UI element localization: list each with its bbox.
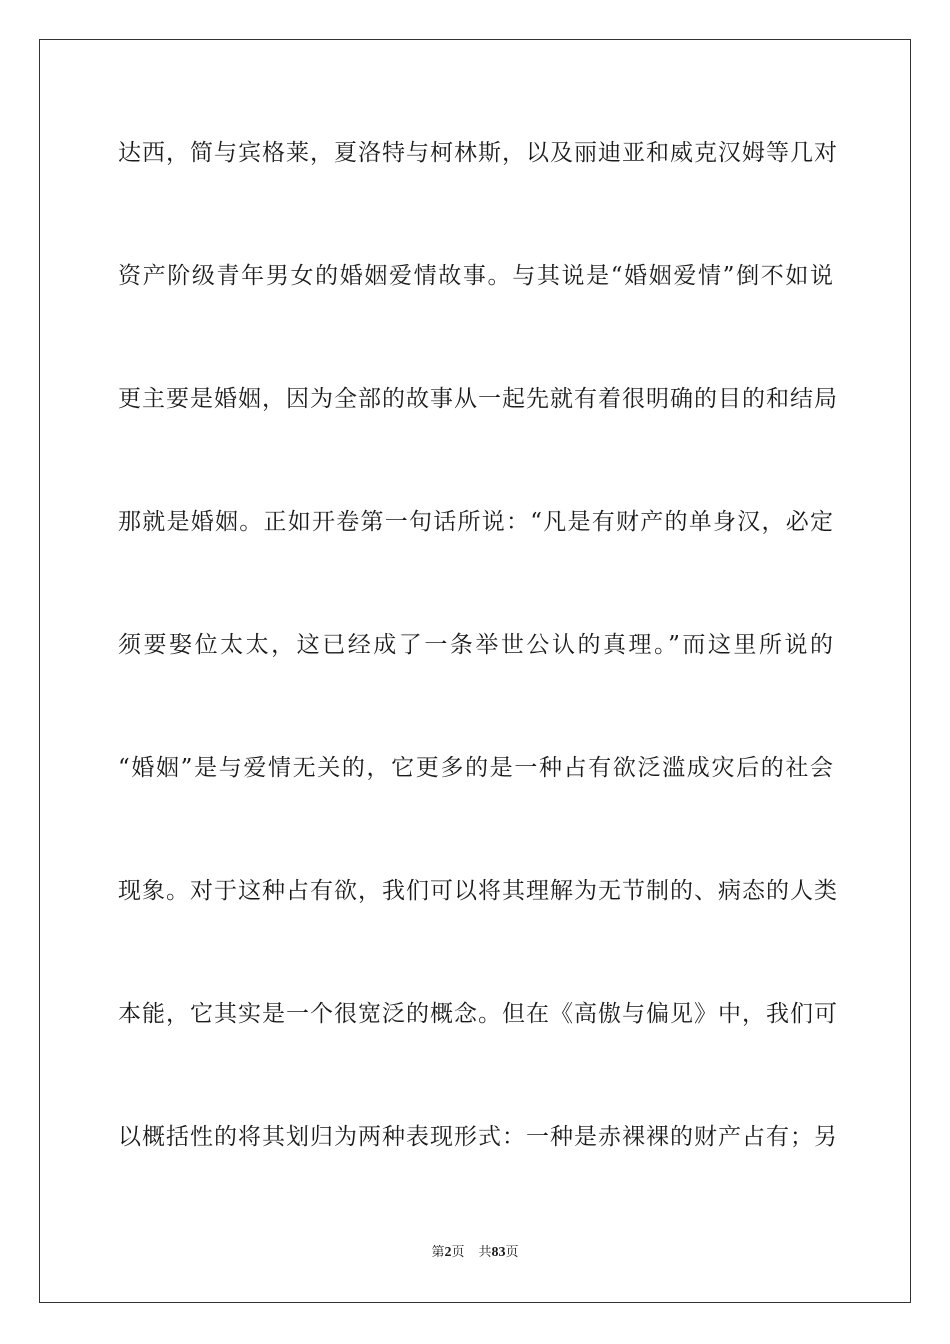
text-line-6: “婚姻”是与爱情无关的，它更多的是一种占有欲泛滥成灾后的社会 — [118, 755, 834, 781]
page-border — [39, 39, 911, 1303]
text-line-9: 以概括性的将其划归为两种表现形式：一种是赤裸裸的财产占有；另 — [118, 1124, 838, 1150]
text-line-1: 达西，简与宾格莱，夏洛特与柯林斯，以及丽迪亚和威克汉姆等几对 — [118, 140, 838, 166]
total-pages: 83 — [491, 1245, 506, 1260]
text-line-2: 资产阶级青年男女的婚姻爱情故事。与其说是“婚姻爱情”倒不如说 — [118, 263, 834, 289]
page-prefix: 第 — [431, 1245, 445, 1260]
page-number: 2 — [444, 1245, 452, 1260]
total-prefix: 共 — [478, 1245, 492, 1260]
page-suffix: 页 — [451, 1245, 465, 1260]
text-line-5: 须要娶位太太，这已经成了一条举世公认的真理。”而这里所说的 — [118, 632, 834, 658]
total-suffix: 页 — [505, 1245, 519, 1260]
text-line-4: 那就是婚姻。正如开卷第一句话所说：“凡是有财产的单身汉，必定 — [118, 509, 834, 535]
page-footer — [0, 1244, 950, 1262]
text-line-8: 本能，它其实是一个很宽泛的概念。但在《高傲与偏见》中，我们可 — [118, 1001, 838, 1027]
text-line-7: 现象。对于这种占有欲，我们可以将其理解为无节制的、病态的人类 — [118, 878, 838, 904]
text-line-3: 更主要是婚姻，因为全部的故事从一起先就有着很明确的目的和结局 — [118, 386, 838, 412]
